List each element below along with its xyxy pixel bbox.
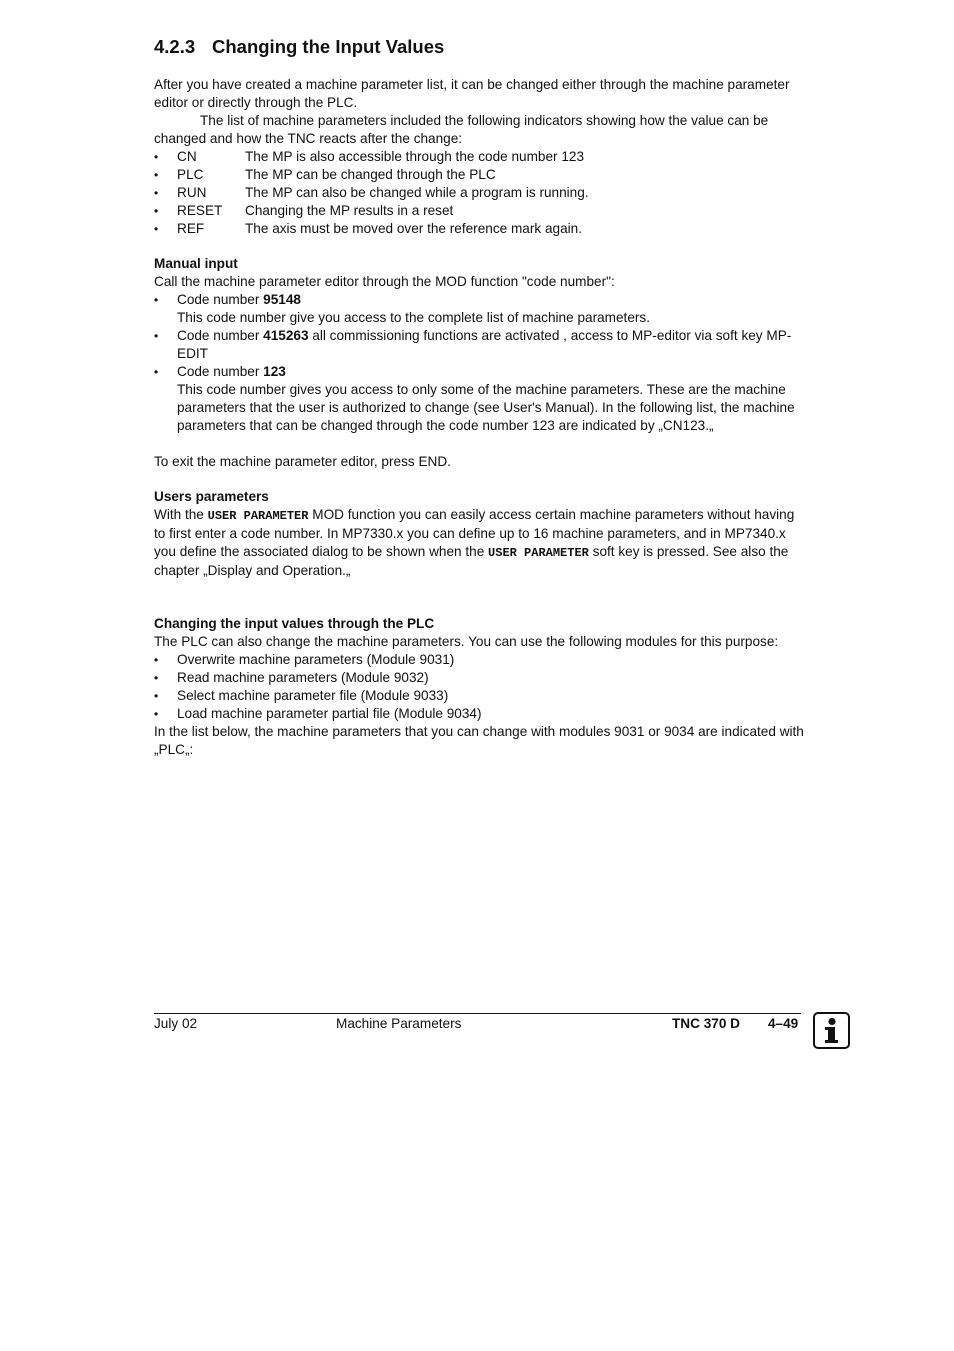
intro-paragraph-2-text: The list of machine parameters included the following indicators showing how the value can be changed and how the TNC reacts after the change:: [154, 113, 769, 146]
footer-page-number: 4–49: [768, 1016, 799, 1031]
indicator-item: [154, 166, 804, 184]
users-parameters-paragraph: [154, 506, 804, 580]
code-number-item: [154, 363, 804, 435]
users-parameters-text-2: MOD function you can easily access certain machine parameters without having to first enter a code number. In MP7330.x you can define up to 16 machine parameters, and in MP7340.x you define the associated dialog to be shown when the: [154, 507, 795, 559]
code-number-label: Code number: [177, 328, 264, 343]
footer-rule: [154, 1013, 801, 1014]
plc-module-list: [154, 651, 804, 723]
indicator-text: Changing the MP results in a reset: [245, 203, 454, 218]
indicator-key: CN: [177, 149, 197, 164]
manual-input-lead: Call the machine parameter editor through the MOD function "code number":: [154, 274, 615, 289]
info-icon: [813, 1012, 850, 1049]
exit-instruction: To exit the machine parameter editor, press END.: [154, 454, 451, 469]
indicator-item: [154, 220, 804, 238]
indicator-text: The MP is also accessible through the code number 123: [245, 149, 585, 164]
section-title: Changing the Input Values: [212, 36, 445, 57]
code-number-value: 123: [263, 364, 286, 379]
footer-date: July 02: [154, 1016, 198, 1031]
indicator-key: REF: [177, 221, 205, 236]
info-icon-glyph: [815, 1014, 848, 1047]
indicator-key: RESET: [177, 203, 223, 218]
indicator-list: [154, 148, 804, 238]
plc-module-item: • Select machine parameter file (Module 9033): [154, 687, 804, 705]
code-number-description: This code number give you access to the complete list of machine parameters.: [177, 310, 650, 325]
manual-input-heading: Manual input: [154, 256, 238, 271]
plc-lead: The PLC can also change the machine parameters. You can use the following modules for this purpose:: [154, 634, 779, 649]
plc-closing: In the list below, the machine parameters that you can change with modules 9031 or 9034 are indicated with „PLC„:: [154, 724, 804, 757]
section-heading: [154, 36, 444, 58]
code-number-value: 95148: [263, 292, 301, 307]
code-number-label: Code number: [177, 364, 264, 379]
code-number-value: 415263: [263, 328, 309, 343]
plc-module-item: • Overwrite machine parameters (Module 9031): [154, 651, 804, 669]
code-number-description: This code number gives you access to only some of the machine parameters. These are the machine parameters that the user is authorized to change (see User's Manual). In the following list, the machine parameters that can be changed through the code number 123 are indicated by „CN123.„: [177, 382, 795, 433]
user-parameter-softkey: USER PARAMETER: [207, 509, 309, 523]
indicator-item: [154, 202, 804, 220]
users-parameters-text-1: With the: [154, 507, 208, 522]
users-parameters-text-3: soft key is pressed. See also the chapter „Display and Operation.„: [154, 544, 789, 578]
plc-module-item: • Read machine parameters (Module 9032): [154, 669, 804, 687]
code-number-item: [154, 327, 804, 363]
code-number-after: all commissioning functions are activated , access to MP-editor via soft key MP-EDIT: [177, 328, 792, 361]
code-number-item: [154, 291, 804, 327]
plc-module-item: • Load machine parameter partial file (Module 9034): [154, 705, 804, 723]
indicator-text: The MP can be changed through the PLC: [245, 167, 496, 182]
intro-paragraph-2: [154, 112, 804, 148]
body-text: [154, 76, 804, 759]
indicator-item: [154, 184, 804, 202]
indicator-key: RUN: [177, 185, 207, 200]
section-number: 4.2.3: [154, 36, 196, 57]
users-parameters-heading: Users parameters: [154, 489, 269, 504]
indicator-text: The axis must be moved over the reference mark again.: [245, 221, 582, 236]
footer-model: TNC 370 D: [672, 1016, 740, 1031]
code-number-list: [154, 291, 804, 435]
indicator-key: PLC: [177, 167, 204, 182]
indicator-text: The MP can also be changed while a program is running.: [245, 185, 589, 200]
intro-paragraph-1: After you have created a machine parameter list, it can be changed either through the machine parameter editor or directly through the PLC.: [154, 77, 790, 110]
indicator-item: [154, 148, 804, 166]
code-number-label: Code number: [177, 292, 264, 307]
user-parameter-softkey: USER PARAMETER: [488, 546, 589, 560]
footer-chapter: Machine Parameters: [336, 1016, 462, 1031]
plc-heading: Changing the input values through the PLC: [154, 616, 435, 631]
